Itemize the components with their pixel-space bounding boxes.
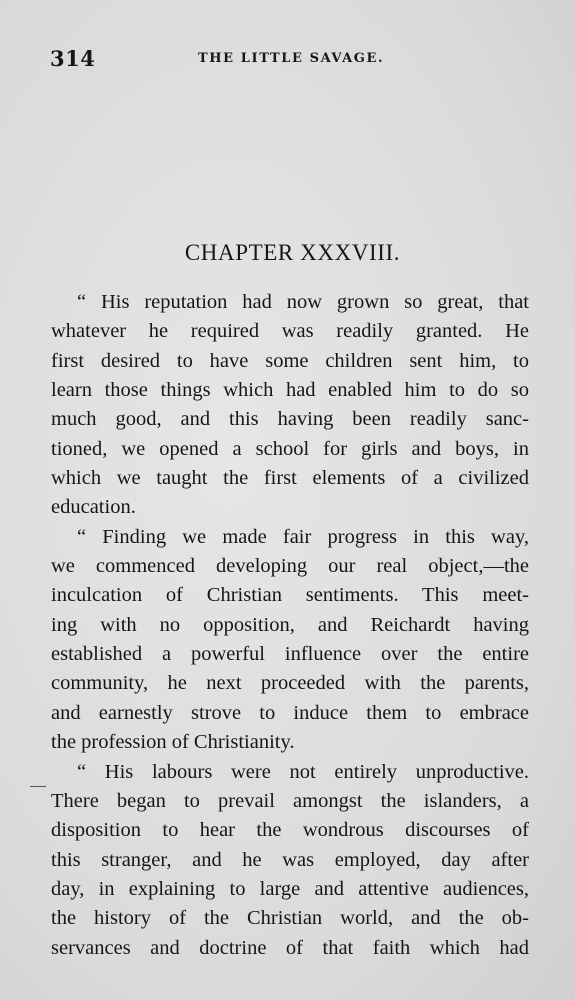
text-line: this stranger, and he was employed, day after xyxy=(51,848,529,871)
margin-mark xyxy=(30,786,46,787)
text-line: “ His reputation had now grown so great, that xyxy=(77,291,529,313)
text-line: established a powerful influence over the entire xyxy=(51,643,529,666)
body-text xyxy=(51,288,529,963)
text-line: day, in explaining to large and attentive audiences, xyxy=(51,877,529,900)
text-line: community, he next proceeded with the parents, xyxy=(51,672,529,695)
text-line: There began to prevail amongst the islanders, a xyxy=(51,789,529,812)
text-line: whatever he required was readily granted. He xyxy=(51,320,529,343)
text-line: first desired to have some children sent him, to xyxy=(51,349,529,372)
text-line: the history of the Christian world, and the ob- xyxy=(51,907,529,930)
page-number: 314 xyxy=(50,46,96,71)
text-line: the profession of Christianity. xyxy=(51,731,295,754)
text-line: we commenced developing our real object,—the xyxy=(51,555,529,578)
text-line: “ His labours were not entirely unproductive. xyxy=(77,760,529,783)
running-header xyxy=(50,46,528,72)
text-line: tioned, we opened a school for girls and boys, in xyxy=(51,437,529,460)
text-line: disposition to hear the wondrous discourses of xyxy=(51,819,529,842)
text-line: learn those things which had enabled him to do so xyxy=(51,379,529,402)
chapter-heading: CHAPTER XXXVIII. xyxy=(184,240,401,265)
text-line: education. xyxy=(51,496,136,519)
text-line: which we taught the first elements of a civilized xyxy=(51,467,529,490)
text-line: and earnestly strove to induce them to embrace xyxy=(51,701,529,724)
text-line: inculcation of Christian sentiments. This meet- xyxy=(51,584,529,607)
text-line: much good, and this having been readily sanc- xyxy=(51,408,529,431)
text-line: ing with no opposition, and Reichardt having xyxy=(51,613,529,636)
text-line: servances and doctrine of that faith which had xyxy=(51,936,529,959)
running-title: THE LITTLE SAVAGE. xyxy=(198,51,385,66)
text-line: “ Finding we made fair progress in this way, xyxy=(77,525,529,548)
